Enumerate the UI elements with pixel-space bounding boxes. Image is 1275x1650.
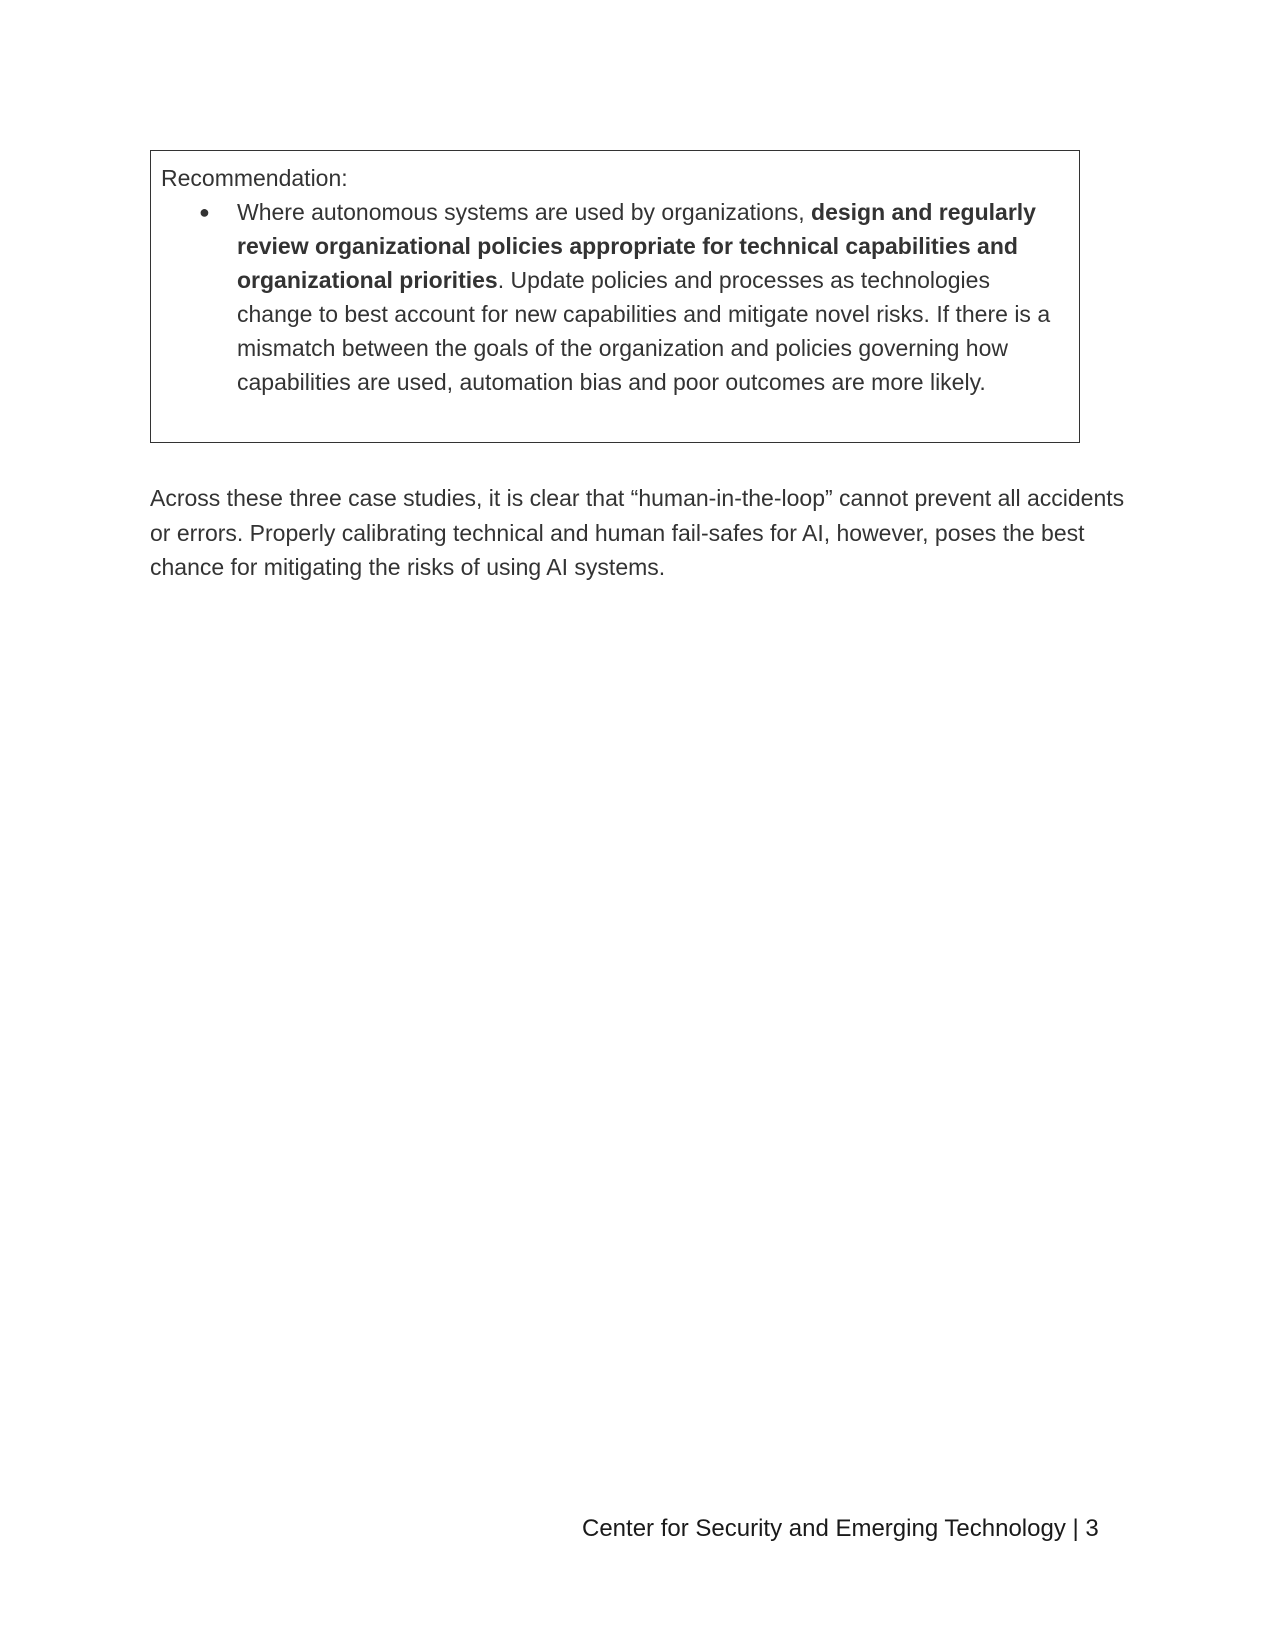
recommendation-item-lead: Where autonomous systems are used by organizations,	[237, 199, 812, 225]
recommendation-box	[150, 150, 1080, 443]
page-footer: Center for Security and Emerging Technology | 3	[582, 1515, 1099, 1542]
bullet-icon: ●	[199, 202, 210, 222]
body-paragraph: Across these three case studies, it is clear that “human-in-the-loop” cannot prevent all accidents or errors. Properly calibrating technical and human fail-safes for AI, however, poses the best chance for mitigating the risks of using AI systems.	[150, 485, 1125, 580]
recommendation-list	[161, 195, 1069, 399]
recommendation-heading: Recommendation:	[161, 165, 348, 191]
recommendation-item-text	[237, 195, 1069, 399]
recommendation-item-bold: design and regularly review organizational policies appropriate for technical capabilities and organizational priorities	[237, 199, 1036, 293]
recommendation-item-rest: . Update policies and processes as technologies change to best account for new capabilities and mitigate novel risks. If there is a mismatch between the goals of the organization and policies governing how capabilities are used, automation bias and poor outcomes are more likely.	[237, 267, 1051, 395]
recommendation-item	[199, 195, 1069, 399]
